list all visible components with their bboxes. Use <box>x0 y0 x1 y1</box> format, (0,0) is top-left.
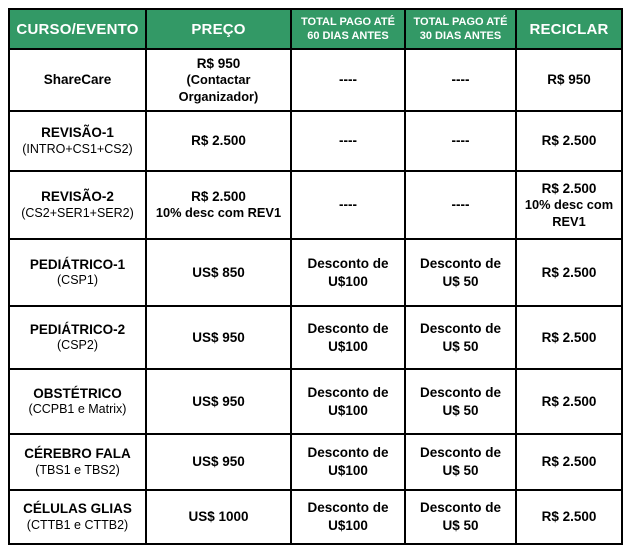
table-row-revisao-2 <box>9 171 622 239</box>
pricing-table <box>8 8 623 545</box>
price-value: R$ 2.500 <box>191 133 246 149</box>
table-row-cerebro-fala <box>9 434 622 490</box>
price-value: US$ 950 <box>192 393 245 409</box>
reciclar-value: R$ 2.500 <box>541 180 597 196</box>
cell-total-30 <box>405 490 516 544</box>
table-row-pediatrico-1 <box>9 239 622 306</box>
discount-60: Desconto de U$100 <box>307 500 389 533</box>
header-preco: PREÇO <box>146 9 291 49</box>
cell-reciclar <box>516 306 622 369</box>
cell-preco <box>146 111 291 171</box>
cell-total-60 <box>291 171 405 239</box>
cell-total-30 <box>405 239 516 306</box>
cell-total-30 <box>405 306 516 369</box>
discount-30: Desconto de U$ 50 <box>419 384 501 418</box>
course-name: PEDIÁTRICO-1 <box>29 256 126 272</box>
cell-total-30 <box>405 369 516 434</box>
cell-curso <box>9 239 146 306</box>
price-value: R$ 2.500 <box>191 188 246 204</box>
cell-total-60 <box>291 490 405 544</box>
cell-preco <box>146 369 291 434</box>
cell-curso <box>9 369 146 434</box>
table-row-obstetrico <box>9 369 622 434</box>
table-row-celulas-glias <box>9 490 622 544</box>
cell-reciclar <box>516 111 622 171</box>
reciclar-value: R$ 950 <box>547 72 591 88</box>
course-code: (CCPB1 e Matrix) <box>28 402 127 417</box>
cell-curso <box>9 490 146 544</box>
cell-reciclar <box>516 490 622 544</box>
cell-preco <box>146 434 291 490</box>
price-note: (Contactar Organizador) <box>178 72 259 104</box>
price-value: US$ 950 <box>192 329 245 345</box>
pricing-table-container <box>8 8 623 545</box>
discount-60: Desconto de U$100 <box>307 445 389 478</box>
cell-preco <box>146 306 291 369</box>
course-code: (CSP1) <box>57 273 98 288</box>
header-row <box>9 9 622 49</box>
course-name: OBSTÉTRICO <box>33 385 122 401</box>
header-total-60-dias: TOTAL PAGO ATÉ 60 DIAS ANTES <box>291 9 405 49</box>
cell-preco <box>146 49 291 111</box>
discount-60: ---- <box>339 197 357 213</box>
cell-curso <box>9 171 146 239</box>
header-curso-evento: CURSO/EVENTO <box>9 9 146 49</box>
cell-total-60 <box>291 239 405 306</box>
discount-30: ---- <box>451 72 470 88</box>
table-row-sharecare <box>9 49 622 111</box>
cell-total-60 <box>291 434 405 490</box>
price-value: US$ 950 <box>192 454 245 470</box>
discount-30: Desconto de U$ 50 <box>419 445 501 478</box>
course-name: REVISÃO-2 <box>41 189 114 205</box>
course-code: (TBS1 e TBS2) <box>35 462 120 477</box>
discount-60: Desconto de U$100 <box>307 320 389 354</box>
course-code: (CS2+SER1+SER2) <box>21 205 134 220</box>
cell-reciclar <box>516 49 622 111</box>
price-value: R$ 950 <box>196 55 241 71</box>
reciclar-value: R$ 2.500 <box>541 454 597 470</box>
cell-reciclar <box>516 434 622 490</box>
discount-60: ---- <box>339 133 357 149</box>
course-code: (CTTB1 e CTTB2) <box>26 517 129 532</box>
cell-reciclar <box>516 171 622 239</box>
course-name: CÉLULAS GLIAS <box>23 501 132 517</box>
course-code: (INTRO+CS1+CS2) <box>22 141 133 156</box>
cell-total-60 <box>291 111 405 171</box>
reciclar-value: R$ 2.500 <box>541 329 597 345</box>
reciclar-note: 10% desc com REV1 <box>524 197 614 229</box>
cell-total-60 <box>291 369 405 434</box>
header-total-30-dias: TOTAL PAGO ATÉ 30 DIAS ANTES <box>405 9 516 49</box>
table-row-revisao-1 <box>9 111 622 171</box>
cell-total-30 <box>405 49 516 111</box>
reciclar-value: R$ 2.500 <box>541 509 597 525</box>
course-name: CÉREBRO FALA <box>24 446 131 462</box>
header-reciclar: RECICLAR <box>516 9 622 49</box>
discount-60: ---- <box>339 72 357 88</box>
cell-curso <box>9 434 146 490</box>
cell-total-60 <box>291 49 405 111</box>
cell-total-60 <box>291 306 405 369</box>
cell-curso <box>9 306 146 369</box>
price-note: 10% desc com REV1 <box>155 205 282 221</box>
reciclar-value: R$ 2.500 <box>541 393 597 409</box>
table-row-pediatrico-2 <box>9 306 622 369</box>
cell-curso <box>9 111 146 171</box>
cell-curso <box>9 49 146 111</box>
course-code: (CSP2) <box>57 338 98 353</box>
discount-60: Desconto de U$100 <box>307 384 389 418</box>
discount-30: Desconto de U$ 50 <box>419 320 501 354</box>
price-value: US$ 850 <box>192 264 245 280</box>
course-name: ShareCare <box>43 72 112 88</box>
discount-30: ---- <box>451 197 470 213</box>
price-value: US$ 1000 <box>188 509 249 525</box>
course-name: REVISÃO-1 <box>41 125 114 141</box>
discount-60: Desconto de U$100 <box>307 255 389 289</box>
cell-preco <box>146 490 291 544</box>
cell-total-30 <box>405 434 516 490</box>
course-name: PEDIÁTRICO-2 <box>29 321 126 337</box>
discount-30: Desconto de U$ 50 <box>419 500 501 533</box>
cell-total-30 <box>405 171 516 239</box>
reciclar-value: R$ 2.500 <box>541 264 597 280</box>
cell-reciclar <box>516 239 622 306</box>
discount-30: Desconto de U$ 50 <box>419 255 501 289</box>
cell-preco <box>146 171 291 239</box>
cell-reciclar <box>516 369 622 434</box>
cell-preco <box>146 239 291 306</box>
cell-total-30 <box>405 111 516 171</box>
reciclar-value: R$ 2.500 <box>541 133 597 149</box>
discount-30: ---- <box>451 133 470 149</box>
